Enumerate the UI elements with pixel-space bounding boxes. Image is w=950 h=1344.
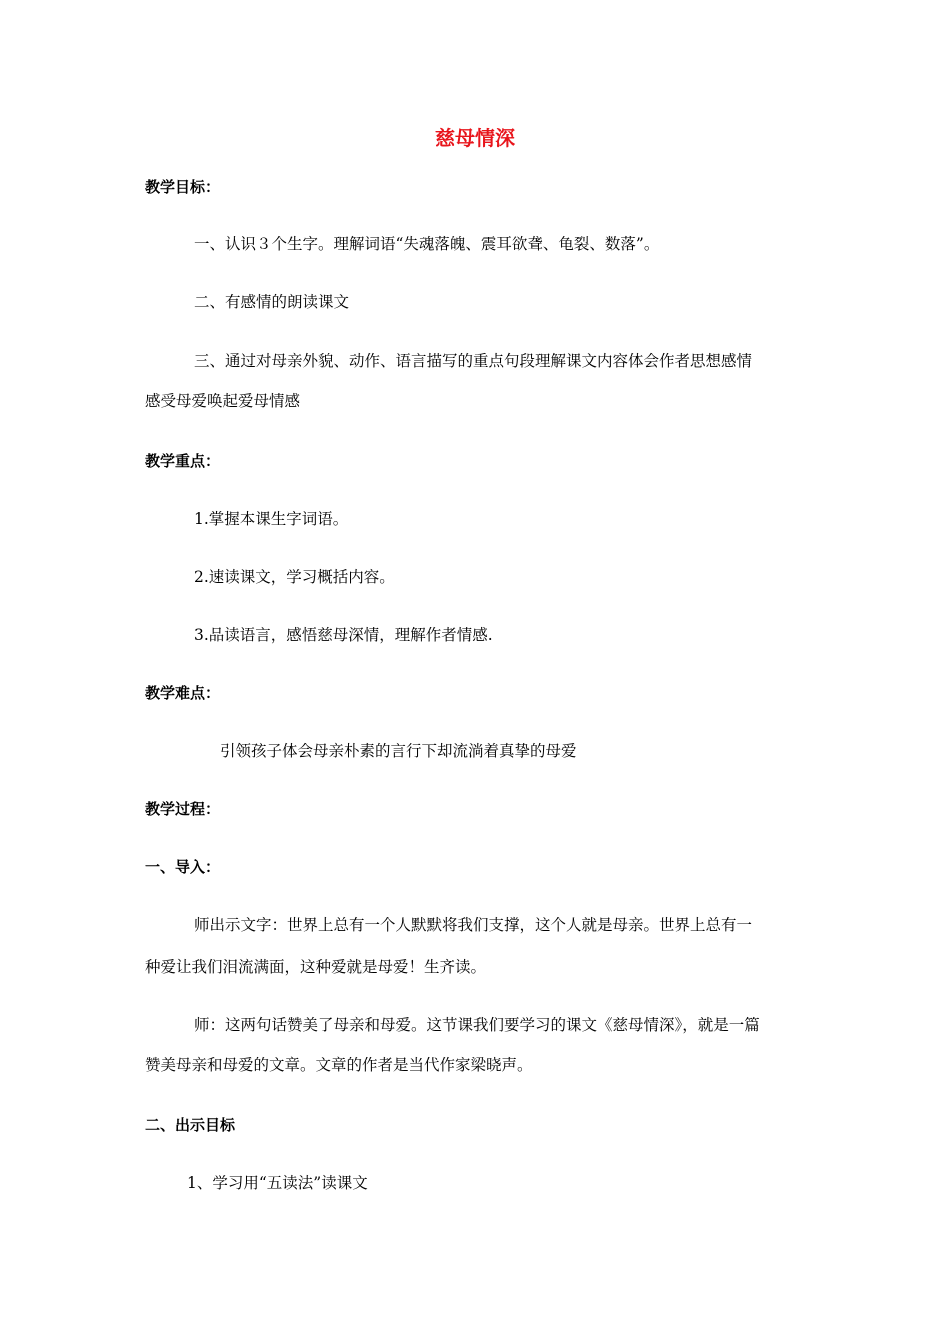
section-2-item-1: 1、学习用“五读法”读课文 [187,1174,368,1192]
objective-item-3-line-1: 三、通过对母亲外貌、动作、语言描写的重点句段理解课文内容体会作者思想感情 [194,352,753,370]
section-1-heading: 一、导入： [145,858,221,876]
objective-item-2: 二、有感情的朗读课文 [194,293,350,311]
section-1-para-2-line-1: 师：这两句话赞美了母亲和母爱。这节课我们要学习的课文《慈母情深》，就是一篇 [194,1016,760,1034]
key-point-item-1: 1.掌握本课生字词语。 [194,510,349,528]
key-point-item-2: 2.速读课文，学习概括内容。 [194,568,395,586]
section-2-heading: 二、出示目标 [145,1116,236,1134]
difficulties-heading: 教学难点： [145,684,221,702]
difficulty-item-1: 引领孩子体会母亲朴素的言行下却流淌着真挚的母爱 [220,742,577,760]
section-1-para-1-line-2: 种爱让我们泪流满面，这种爱就是母爱！生齐读。 [145,958,487,976]
process-heading: 教学过程： [145,800,221,818]
document-title: 慈母情深 [435,126,515,150]
key-points-heading: 教学重点： [145,452,221,470]
objectives-heading: 教学目标： [145,178,221,196]
section-1-para-2-line-2: 赞美母亲和母爱的文章。文章的作者是当代作家梁晓声。 [145,1056,533,1074]
objective-item-1: 一、认识３个生字。理解词语“失魂落魄、震耳欲聋、龟裂、数落”。 [194,235,660,253]
objective-item-3-line-2: 感受母爱唤起爱母情感 [145,392,301,410]
section-1-para-1-line-1: 师出示文字：世界上总有一个人默默将我们支撑，这个人就是母亲。世界上总有一 [194,916,753,934]
key-point-item-3: 3.品读语言，感悟慈母深情，理解作者情感. [194,626,493,644]
